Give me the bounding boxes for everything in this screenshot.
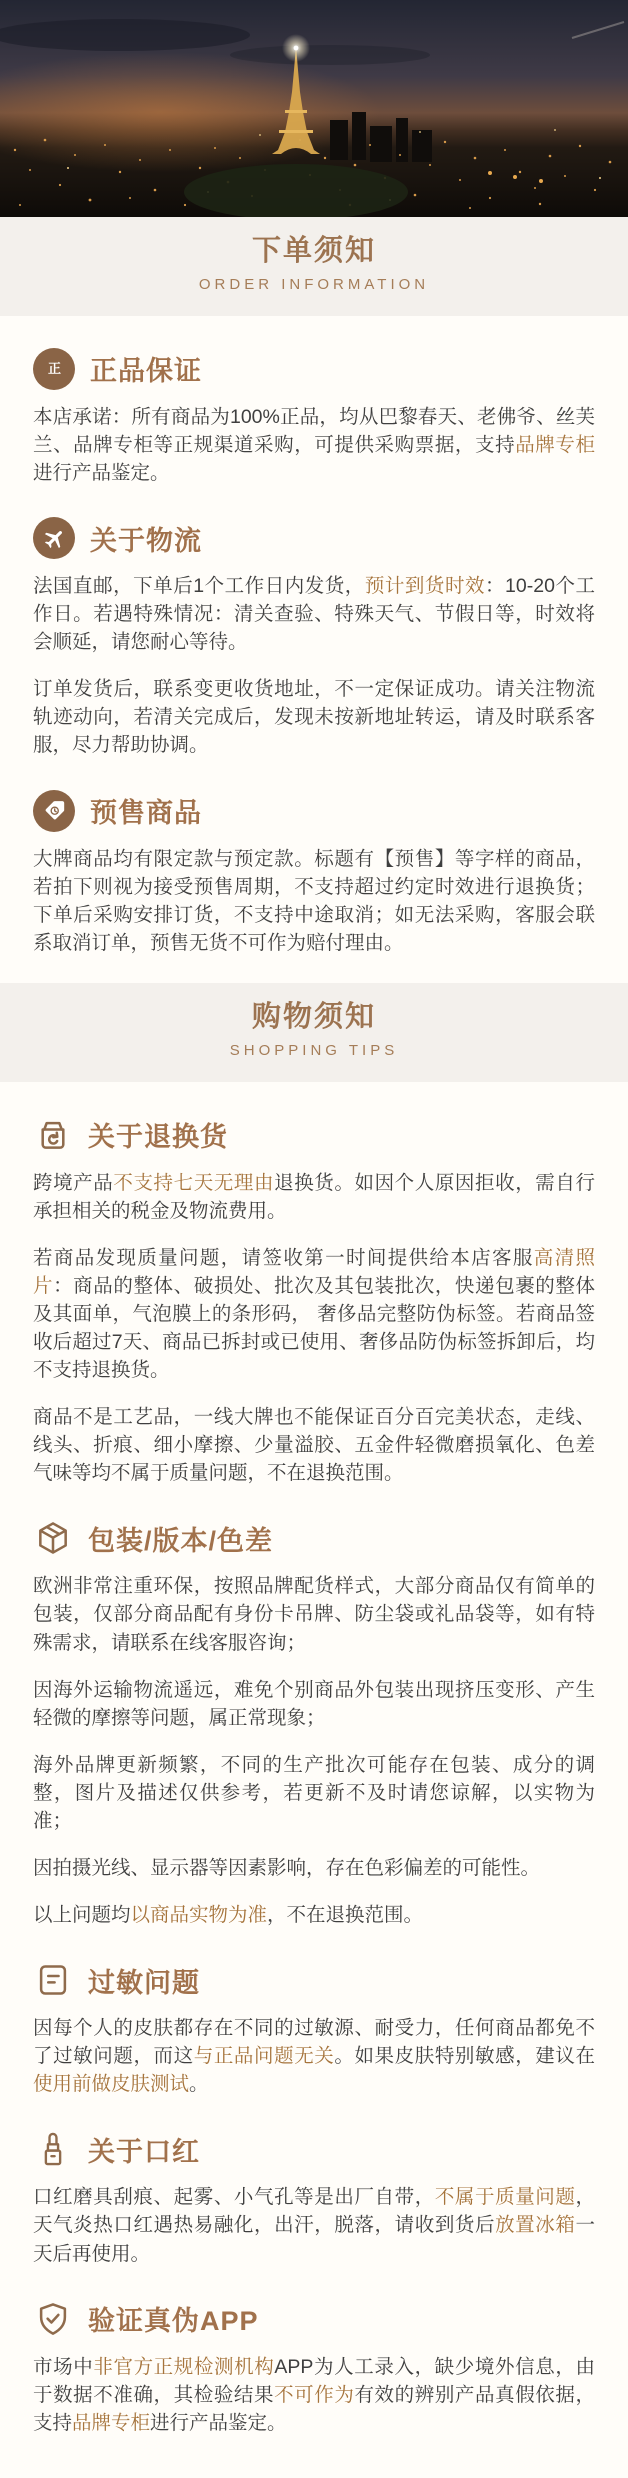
bottom-whitespace — [0, 2456, 628, 2478]
section-header — [33, 790, 595, 832]
section-title: 关于口红 — [88, 2136, 200, 2167]
highlighted-text: 高清照片 — [33, 1246, 595, 1297]
paragraph: 因每个人的皮肤都存在不同的过敏源、耐受力，任何商品都免不了过敏问题，而这与正品问题无关。如果皮肤特别敏感，建议在使用前做皮肤测试。 — [33, 2017, 595, 2096]
section-body — [33, 2353, 595, 2437]
section-body — [33, 2183, 595, 2267]
section-presale — [33, 790, 595, 957]
paragraph: 口红磨具刮痕、起雾、小气孔等是出厂自带，不属于质量问题，天气炎热口红遇热易融化，出汗，脱落，请收到货后放置冰箱一天后再使用。 — [33, 2186, 595, 2265]
shopping-sections — [0, 1082, 628, 2437]
section-authenticity — [33, 348, 595, 487]
note-list-icon — [33, 1959, 73, 2001]
lipstick-icon — [33, 2128, 73, 2170]
section-header — [33, 517, 595, 559]
highlighted-text: 放置冰箱 — [495, 2214, 576, 2237]
highlighted-text: 品牌专柜 — [72, 2411, 151, 2434]
highlighted-text: 以商品实物为准 — [130, 1904, 268, 1927]
section-header — [33, 1114, 595, 1156]
order-banner-subtitle: ORDER INFORMATION — [198, 275, 430, 293]
paragraph: 市场中非官方正规检测机构APP为人工录入，缺少境外信息，由于数据不准确，其检验结果不可作为有效的辨别产品真假依据，支持品牌专柜进行产品鉴定。 — [33, 2355, 595, 2434]
section-body — [33, 1169, 595, 1488]
eiffel-tower-illustration — [0, 0, 628, 217]
paragraph: 本店承诺：所有商品为100%正品，均从巴黎春天、老佛爷、丝芙兰、品牌专柜等正规渠道采购，可提供采购票据，支持品牌专柜进行产品鉴定。 — [33, 405, 595, 484]
paris-night-photo — [0, 0, 628, 217]
section-title: 关于退换货 — [88, 1122, 228, 1153]
order-information-banner — [0, 217, 628, 316]
paragraph: 法国直邮，下单后1个工作日内发货，预计到货时效：10-20个工作日。若遇特殊情况：清关查验、特殊天气、节假日等，时效将会顺延，请您耐心等待。 — [33, 575, 595, 654]
section-lipstick — [33, 2128, 595, 2267]
airplane-icon — [33, 517, 75, 559]
order-sections — [0, 316, 628, 957]
section-body — [33, 845, 595, 957]
section-verify — [33, 2298, 595, 2437]
paragraph: 海外品牌更新频繁，不同的生产批次可能存在包装、成分的调整，图片及描述仅供参考，若更新不及时请您谅解，以实物为准； — [33, 1753, 595, 1832]
shopping-banner-subtitle: SHOPPING TIPS — [229, 1041, 399, 1059]
section-header — [33, 1959, 595, 2001]
section-title: 关于物流 — [90, 525, 202, 556]
highlighted-text: 品牌专柜 — [515, 433, 595, 456]
section-title: 预售商品 — [90, 798, 202, 828]
highlighted-text: 使用前做皮肤测试 — [33, 2073, 190, 2096]
section-body — [33, 403, 595, 487]
section-allergy — [33, 1959, 595, 2098]
section-body — [33, 572, 595, 759]
paragraph: 大牌商品均有限定款与预定款。标题有【预售】等字样的商品，若拍下则视为接受预售周期，不支持超过约定时效进行退换货；下单后采购安排订货，不支持中途取消；如无法采购，客服会联系取消订单，预售无货不可作为赔付理由。 — [33, 847, 595, 954]
paragraph: 跨境产品不支持七天无理由退换货。如因个人原因拒收，需自行承担相关的税金及物流费用。 — [33, 1171, 595, 1222]
section-packaging — [33, 1517, 595, 1929]
highlighted-text: 不支持七天无理由 — [113, 1171, 275, 1194]
svg-text:正: 正 — [47, 361, 61, 377]
paragraph: 因海外运输物流遥远，难免个别商品外包装出现挤压变形、产生轻微的摩擦等问题，属正常现象； — [33, 1678, 595, 1729]
paragraph: 因拍摄光线、显示器等因素影响，存在色彩偏差的可能性。 — [33, 1857, 541, 1880]
section-header — [33, 1517, 595, 1559]
paragraph: 订单发货后，联系变更收货地址，不一定保证成功。请关注物流轨迹动向，若清关完成后，发现未按新地址转运，请及时联系客服，尽力帮助协调。 — [33, 678, 595, 757]
section-returns — [33, 1114, 595, 1488]
highlighted-text: 预计到货时效 — [364, 575, 486, 598]
paragraph: 若商品发现质量问题，请签收第一时间提供给本店客服高清照片：商品的整体、破损处、批次及其包装批次，快递包裹的整体及其面单，气泡膜上的条形码， 奢侈品完整防伪标签。若商品签收后超过7天、商品已拆封或已使用、奢侈品防伪标签拆卸后，均不支持退换货。 — [33, 1246, 595, 1382]
section-title: 包装/版本/色差 — [88, 1525, 274, 1556]
section-title: 验证真伪APP — [88, 2306, 259, 2337]
section-header — [33, 2298, 595, 2340]
seal-zheng-icon — [33, 348, 75, 390]
highlighted-text: 非官方正规检测机构 — [93, 2355, 275, 2378]
paragraph: 商品不是工艺品，一线大牌也不能保证百分百完美状态，走线、线头、折痕、细小摩擦、少量溢胶、五金件轻微磨损氧化、色差气味等均不属于质量问题，不在退换范围。 — [33, 1406, 595, 1485]
section-body — [33, 2014, 595, 2098]
section-title: 过敏问题 — [88, 1967, 200, 1998]
shopping-tips-banner — [0, 983, 628, 1082]
highlighted-text: 不可作为 — [274, 2383, 355, 2406]
section-title: 正品保证 — [90, 356, 202, 387]
paragraph: 以上问题均以商品实物为准，不在退换范围。 — [33, 1904, 424, 1927]
presale-tag-icon — [33, 790, 75, 832]
highlighted-text: 不属于质量问题 — [434, 2186, 576, 2209]
order-banner-title: 下单须知 — [251, 235, 376, 267]
paragraph: 欧洲非常注重环保，按照品牌配货样式，大部分商品仅有简单的包装，仅部分商品配有身份卡吊牌、防尘袋或礼品袋等，如有特殊需求，请联系在线客服咨询； — [33, 1575, 595, 1654]
section-header — [33, 348, 595, 390]
shopping-banner-title: 购物须知 — [251, 1000, 376, 1033]
shield-check-icon — [33, 2298, 73, 2340]
highlighted-text: 与正品问题无关 — [193, 2045, 335, 2068]
package-cube-icon — [33, 1517, 73, 1559]
return-box-icon — [33, 1114, 73, 1156]
section-logistics — [33, 517, 595, 759]
section-body — [33, 1572, 595, 1929]
section-header — [33, 2128, 595, 2170]
